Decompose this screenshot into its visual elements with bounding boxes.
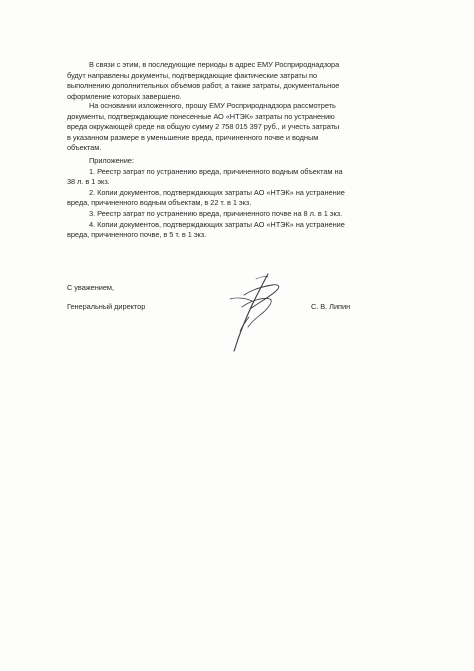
appendix-title: Приложение: xyxy=(89,156,134,165)
handwritten-signature xyxy=(222,271,284,353)
paragraph-line: На основании изложенного, прошу ЕМУ Росприроднадзора рассмотреть xyxy=(89,101,336,110)
paragraph-line: В связи с этим, в последующие периоды в адрес ЕМУ Росприроднадзора xyxy=(89,60,340,69)
signatory-title: Генеральный директор xyxy=(67,302,146,311)
appendix-item: 38 л. в 1 экз. xyxy=(67,177,110,187)
paragraph-costs-documents xyxy=(67,60,385,102)
appendix-item: 3. Реестр затрат по устранению вреда, причиненного почве на 8 л. в 1 экз. xyxy=(89,208,343,218)
paragraph-request xyxy=(67,101,385,154)
appendix-item: 2. Копии документов, подтверждающих затраты АО «НТЭК» на устранение xyxy=(89,187,345,197)
appendix-section xyxy=(67,156,385,241)
paragraph-line: выполнению дополнительных объемов работ, а также затраты, документальное xyxy=(67,81,340,91)
paragraph-line: в указанном размере в уменьшение вреда, причиненного почве и водным xyxy=(67,132,319,142)
signatory-name: С. В. Липин xyxy=(311,302,351,311)
appendix-item: вреда, причиненного почве, в 5 т. в 1 экз. xyxy=(67,230,207,240)
paragraph-line: оформление которых завершено. xyxy=(67,91,182,101)
paragraph-line: будут направлены документы, подтверждающие фактические затраты по xyxy=(67,70,318,80)
appendix-item: 4. Копии документов, подтверждающих затраты АО «НТЭК» на устранение xyxy=(89,219,345,229)
paragraph-line: вреда окружающей среде на общую сумму 2 758 015 397 руб., и учесть затраты xyxy=(67,122,340,132)
appendix-item: 1. Реестр затрат по устранению вреда, причиненного водным объектам на xyxy=(89,166,343,176)
closing-phrase: С уважением, xyxy=(67,283,114,292)
paragraph-line: документы, подтверждающие понесенные АО «НТЭК» затраты по устранению xyxy=(67,111,335,121)
appendix-item: вреда, причиненного водным объектам, в 22 т. в 1 экз. xyxy=(67,198,252,208)
paragraph-line: объектам. xyxy=(67,143,102,153)
